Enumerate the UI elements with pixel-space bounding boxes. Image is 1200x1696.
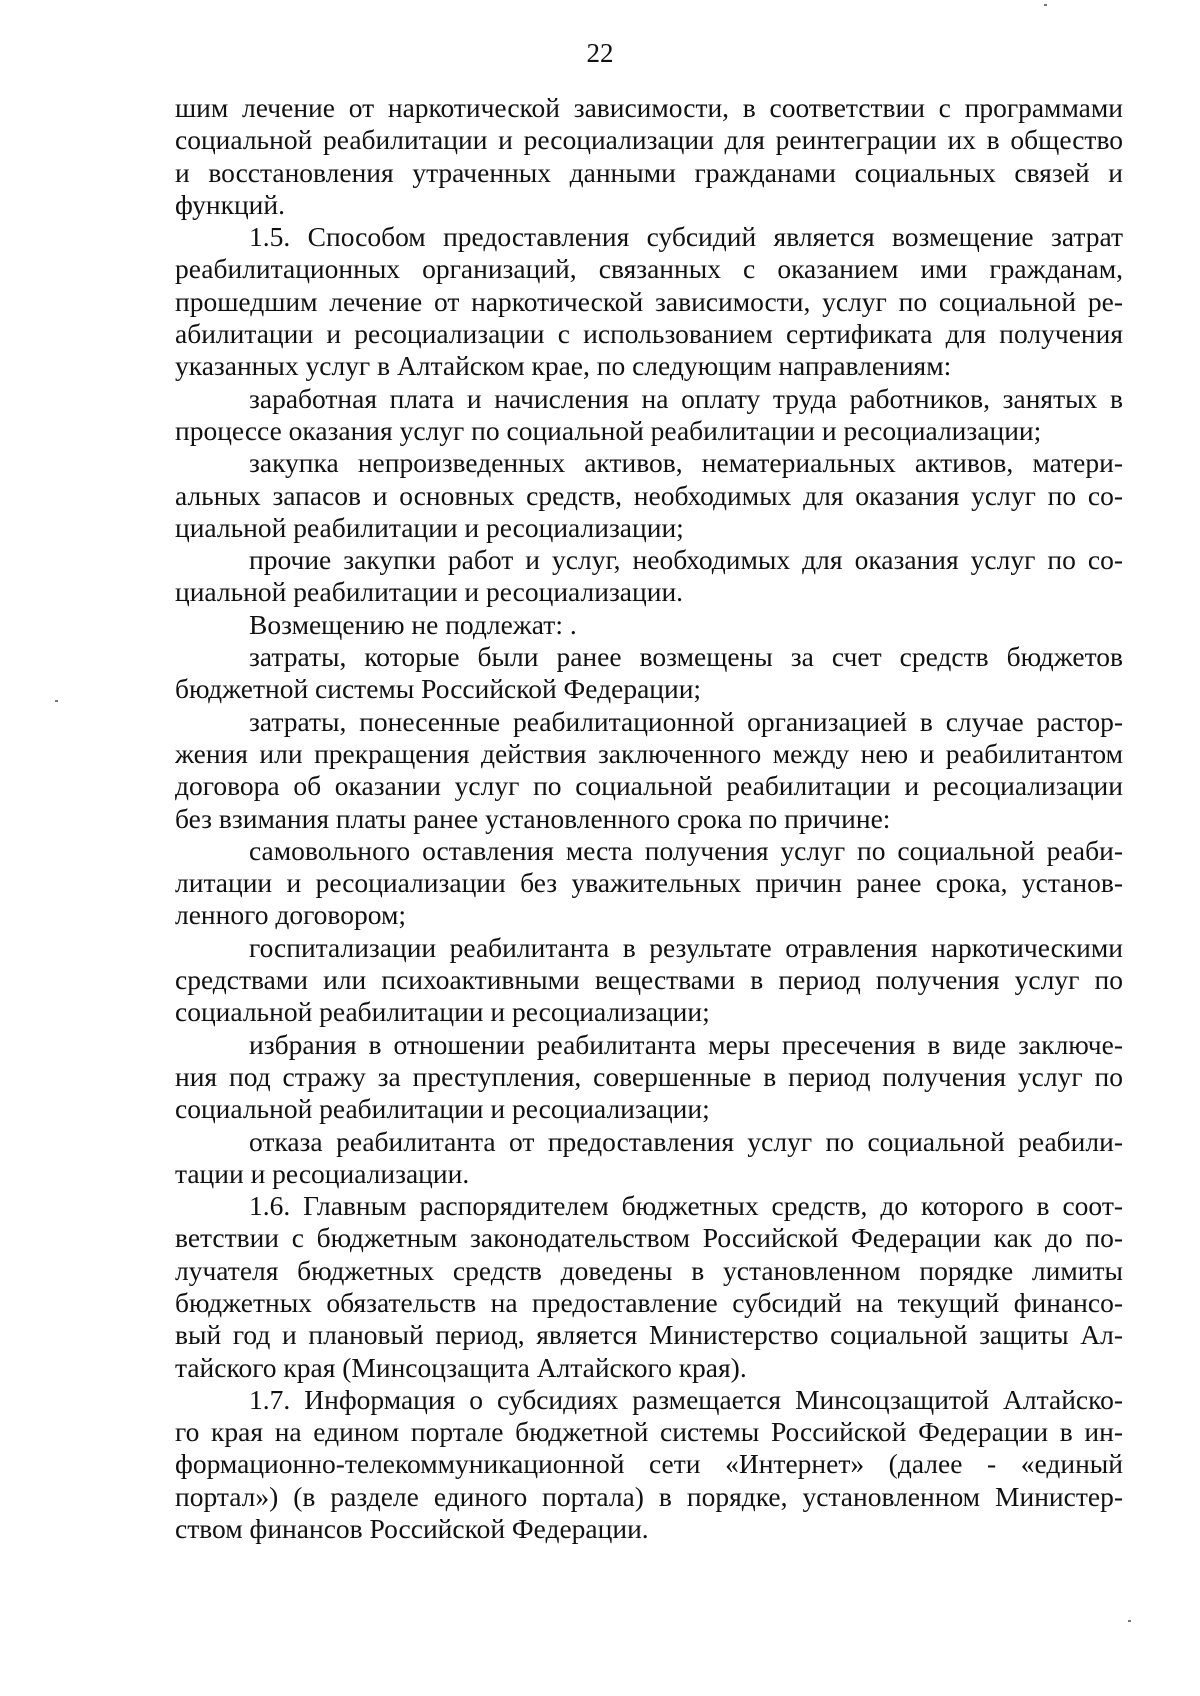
text-line: без взимания платы ранее установленного срока по причине: xyxy=(175,802,891,834)
text-line: прочие закупки работ и услуг, необходимых для оказания услуг по со- xyxy=(249,544,1123,576)
text-line: указанных услуг в Алтайском крае, по следующим направлениям: xyxy=(175,350,952,382)
page-number: 22 xyxy=(586,38,614,68)
text-line: шим лечение от наркотической зависимости, в соответствии с программами xyxy=(175,92,1123,123)
text-line: закупка непроизведенных активов, нематериальных активов, матери- xyxy=(249,447,1123,479)
text-line: самовольного оставления места получения услуг по социальной реаби- xyxy=(249,834,1123,866)
text-line: бюджетной системы Российской Федерации; xyxy=(175,673,702,705)
text-line: и восстановления утраченных данными гражданами социальных связей и xyxy=(175,156,1123,188)
text-line: формационно-телекоммуникационной сети «Интернет» (далее - «единый xyxy=(175,1448,1123,1480)
document-body xyxy=(175,92,1123,1545)
text-line: отказа реабилитанта от предоставления услуг по социальной реабили- xyxy=(249,1125,1123,1157)
text-line: литации и ресоциализации без уважительных причин ранее срока, установ- xyxy=(175,867,1123,899)
text-line: циальной реабилитации и ресоциализации. xyxy=(175,576,684,608)
text-line: затраты, которые были ранее возмещены за счет средств бюджетов xyxy=(249,641,1123,673)
text-line: 1.6. Главным распорядителем бюджетных средств, до которого в соот- xyxy=(249,1190,1123,1222)
text-line: социальной реабилитации и ресоциализации; xyxy=(175,996,710,1028)
scan-speck xyxy=(1128,1620,1131,1622)
text-line: абилитации и ресоциализации с использованием сертификата для получения xyxy=(175,318,1123,350)
text-line: вый год и плановый период, является Министерство социальной защиты Ал- xyxy=(175,1319,1123,1351)
text-line: средствами или психоактивными веществами в период получения услуг по xyxy=(175,964,1123,996)
scan-speck xyxy=(55,700,58,702)
text-line: процессе оказания услуг по социальной реабилитации и ресоциализации; xyxy=(175,414,1042,446)
text-line: ветствии с бюджетным законодательством Российской Федерации как до по- xyxy=(175,1222,1123,1254)
text-line: договора об оказании услуг по социальной реабилитации и ресоциализации xyxy=(175,770,1123,802)
text-line: лучателя бюджетных средств доведены в установленном порядке лимиты xyxy=(175,1254,1123,1286)
text-line: альных запасов и основных средств, необходимых для оказания услуг по со- xyxy=(175,479,1123,511)
text-line: социальной реабилитации и ресоциализации; xyxy=(175,1093,710,1125)
text-line: затраты, понесенные реабилитационной организацией в случае растор- xyxy=(249,705,1123,737)
text-line: прошедшим лечение от наркотической зависимости, услуг по социальной ре- xyxy=(175,285,1123,317)
text-line: портал») (в разделе единого портала) в порядке, установленном Министер- xyxy=(175,1480,1123,1512)
text-line: жения или прекращения действия заключенного между нею и реабилитантом xyxy=(175,737,1123,769)
text-line: госпитализации реабилитанта в результате отравления наркотическими xyxy=(249,931,1123,963)
text-line: заработная плата и начисления на оплату труда работников, занятых в xyxy=(249,382,1123,414)
text-line: циальной реабилитации и ресоциализации; xyxy=(175,511,684,543)
scan-speck xyxy=(1044,4,1047,6)
text-line: ством финансов Российской Федерации. xyxy=(175,1513,649,1545)
text-line: 1.5. Способом предоставления субсидий является возмещение затрат xyxy=(249,221,1123,253)
text-line: бюджетных обязательств на предоставление субсидий на текущий финансо- xyxy=(175,1286,1123,1318)
text-line: реабилитационных организаций, связанных с оказанием ими гражданам, xyxy=(175,253,1123,285)
text-line: социальной реабилитации и ресоциализации для реинтеграции их в общество xyxy=(175,124,1123,156)
text-line: тайского края (Минсоцзащита Алтайского края). xyxy=(175,1351,747,1383)
text-line: тации и ресоциализации. xyxy=(175,1157,470,1189)
text-line: го края на едином портале бюджетной системы Российской Федерации в ин- xyxy=(175,1416,1123,1448)
text-line: 1.7. Информация о субсидиях размещается Минсоцзащитой Алтайско- xyxy=(249,1383,1123,1415)
text-line: избрания в отношении реабилитанта меры пресечения в виде заключе- xyxy=(249,1028,1123,1060)
text-line: Возмещению не подлежат: . xyxy=(249,608,577,640)
text-line: функций. xyxy=(175,188,285,220)
text-line: ния под стражу за преступления, совершенные в период получения услуг по xyxy=(175,1060,1123,1092)
text-line: ленного договором; xyxy=(175,899,406,931)
